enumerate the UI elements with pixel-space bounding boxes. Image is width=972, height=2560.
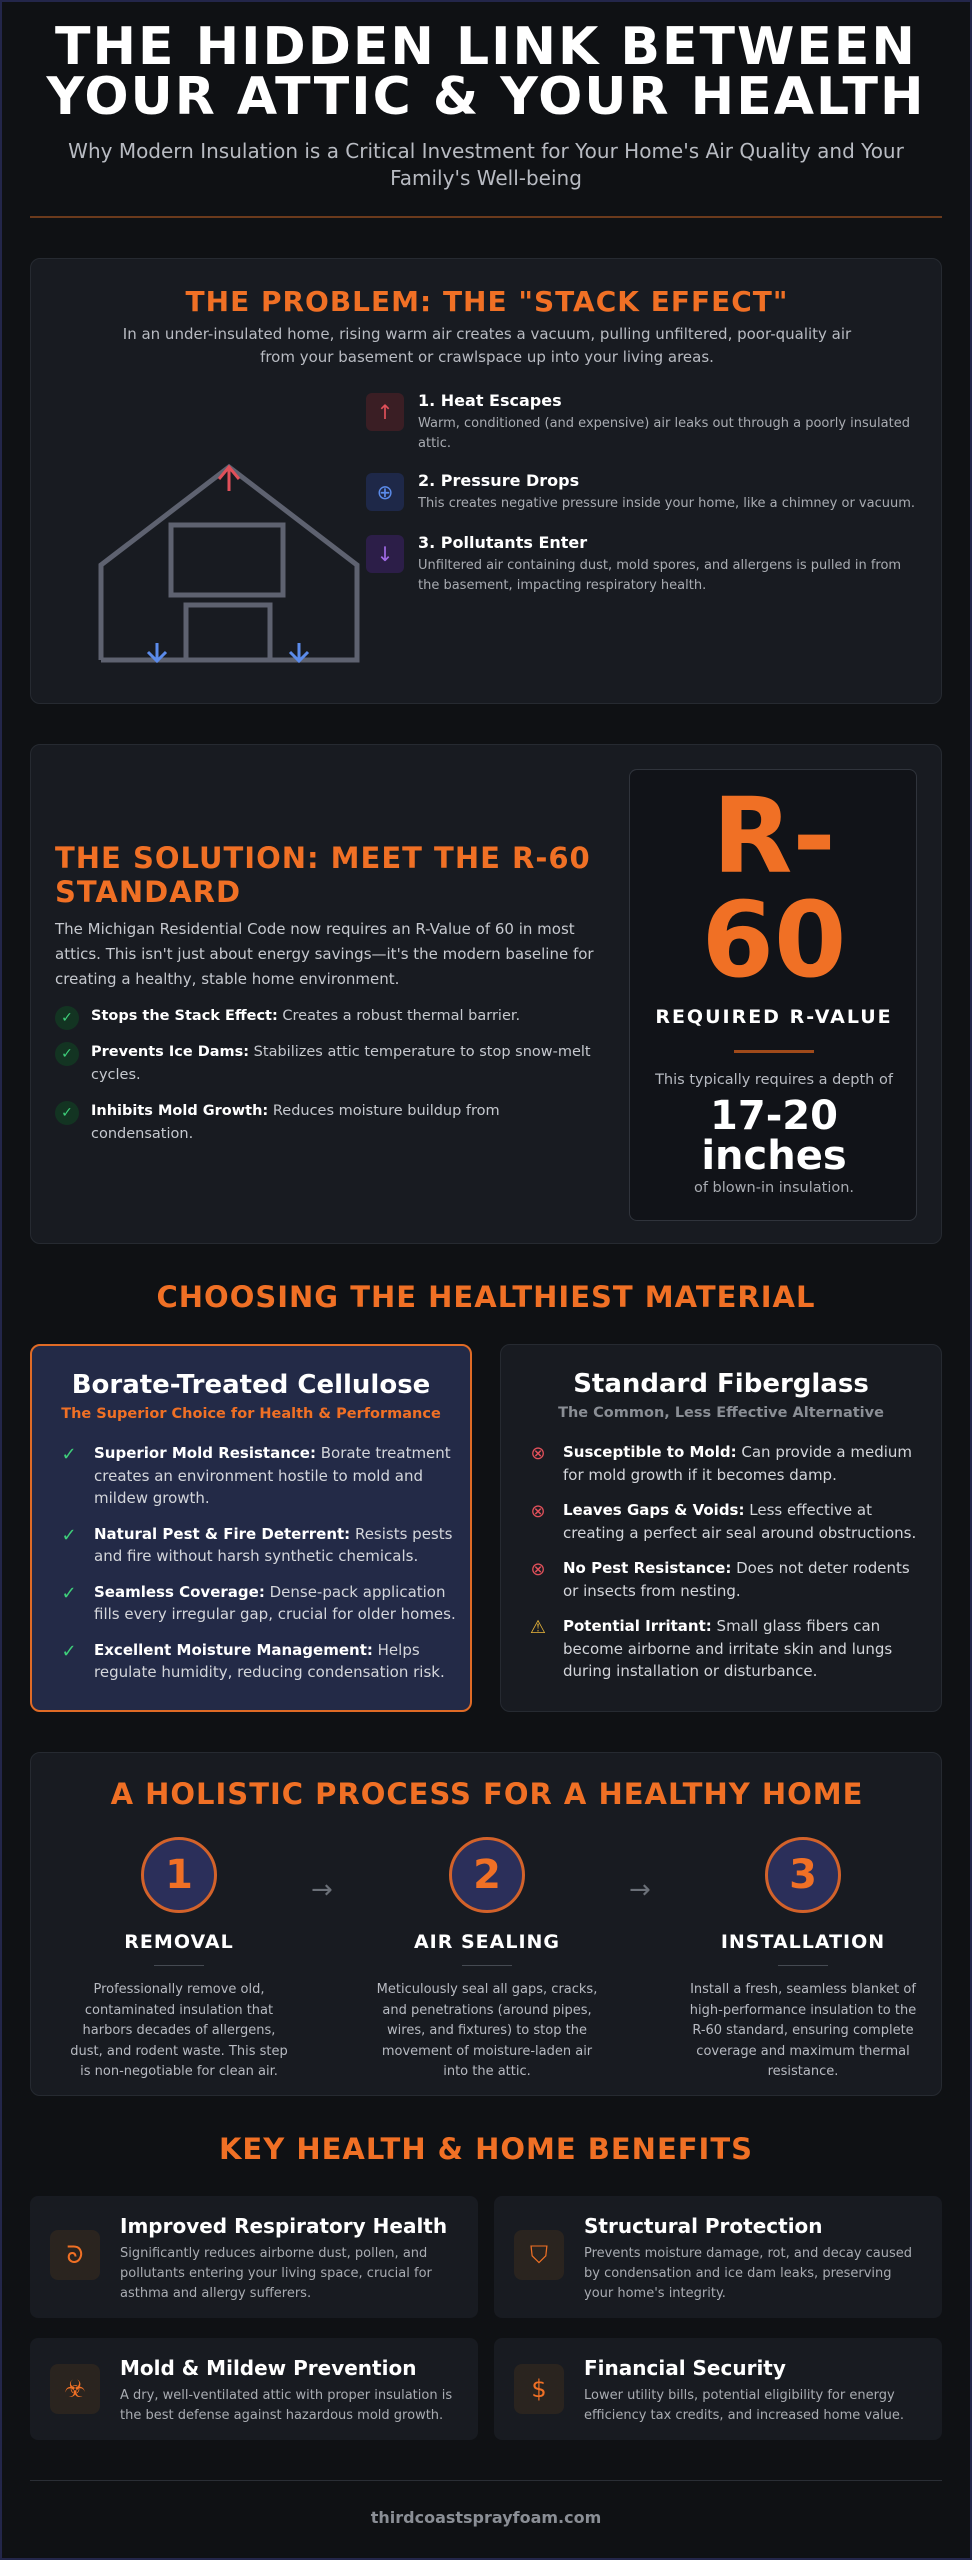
process-section	[30, 1752, 942, 2096]
depth-line-2: inches	[701, 1133, 847, 1179]
arrow-up-icon: ↑	[366, 393, 404, 431]
step-title: 3. Pollutants Enter	[418, 533, 588, 552]
item-bold: Excellent Moisture Management:	[94, 1640, 373, 1659]
arrow-right-icon: →	[311, 1875, 333, 1905]
item-text: Can provide a medium for mold growth if it becomes damp.	[563, 1443, 913, 1484]
fiberglass-tagline: The Common, Less Effective Alternative	[558, 1405, 884, 1421]
benefit-title: Improved Respiratory Health	[120, 2214, 448, 2238]
cellulose-item	[58, 1442, 458, 1510]
item-text: Does not deter rodents or insects from nesting.	[563, 1559, 910, 1600]
item-text: Borate treatment creates an environment hostile to mold and mildew growth.	[94, 1444, 451, 1507]
house-diagram	[61, 399, 361, 679]
fiberglass-item	[527, 1557, 927, 1602]
house-outline	[101, 467, 357, 660]
dollar-icon: $	[514, 2364, 564, 2414]
check-bold: Stops the Stack Effect:	[91, 1008, 278, 1024]
item-bold: Susceptible to Mold:	[563, 1443, 737, 1461]
item-bold: Seamless Coverage:	[94, 1582, 265, 1601]
step-divider	[462, 1965, 512, 1966]
problem-step-1	[366, 389, 926, 469]
check-bold: Inhibits Mold Growth:	[91, 1103, 269, 1119]
step-number: 3	[765, 1837, 841, 1913]
cellulose-item	[58, 1639, 458, 1684]
benefit-card	[494, 2338, 942, 2440]
check-circle-icon: ✓	[61, 1444, 77, 1465]
benefit-desc: Significantly reduces airborne dust, pollen, and pollutants entering your living space, crucial for asthma and allergy sufferers.	[120, 2246, 432, 2301]
benefit-card	[494, 2196, 942, 2318]
fiberglass-item	[527, 1499, 927, 1544]
process-step-2	[367, 1837, 607, 2083]
benefit-desc: Lower utility bills, potential eligibility for energy efficiency tax credits, and increased home value.	[584, 2388, 905, 2423]
cellulose-card	[30, 1344, 472, 1712]
step-desc: Warm, conditioned (and expensive) air leaks out through a poorly insulated attic.	[418, 416, 910, 451]
cellulose-tagline: The Superior Choice for Health & Performance	[61, 1406, 441, 1422]
warning-icon: ⚠	[529, 1617, 547, 1638]
solution-description: The Michigan Residential Code now requires an R-Value of 60 in most attics. This isn't just about energy savings—it's the modern baseline for creating a healthy, stable home environment.	[55, 920, 594, 988]
solution-benefits	[55, 1005, 595, 1159]
fiberglass-item	[527, 1615, 927, 1683]
step-name: REMOVAL	[124, 1931, 234, 1953]
r-value-divider	[734, 1050, 814, 1053]
step-desc: Unfiltered air containing dust, mold spores, and allergens is pulled in from the basement, impacting respiratory health.	[418, 558, 902, 593]
check-circle-icon: ✓	[61, 1524, 77, 1546]
x-circle-icon: ⊗	[530, 1501, 546, 1522]
header-divider	[30, 216, 942, 218]
r-value-panel	[629, 769, 917, 1221]
r-value-line-2: 60	[701, 879, 847, 1001]
check-text: Reduces moisture buildup from condensation.	[91, 1103, 500, 1142]
footer-divider	[30, 2480, 942, 2481]
problem-title: THE PROBLEM: THE "STACK EFFECT"	[185, 285, 789, 318]
step-name: AIR SEALING	[413, 1931, 561, 1953]
benefit-desc: Prevents moisture damage, rot, and decay caused by condensation and ice dam leaks, preserving your home's integrity.	[584, 2246, 913, 2301]
check-text: Creates a robust thermal barrier.	[277, 1008, 521, 1024]
solution-title: THE SOLUTION: MEET THE R-60 STANDARD	[55, 841, 591, 909]
item-text: Small glass fibers can become airborne and irritate skin and lungs during installation or disturbance.	[563, 1617, 893, 1680]
item-bold: Natural Pest & Fire Deterrent:	[94, 1524, 351, 1543]
step-title: 1. Heat Escapes	[418, 391, 562, 410]
item-text: Helps regulate humidity, reducing condensation risk.	[94, 1640, 445, 1681]
r-value-line-1: R-	[712, 775, 836, 897]
cellulose-name: Borate-Treated Cellulose	[71, 1370, 431, 1400]
depth-tail: of blown-in insulation.	[693, 1180, 855, 1196]
depth-value	[630, 1093, 918, 1179]
r-value-number	[630, 775, 918, 1001]
arrow-right-icon: →	[629, 1875, 651, 1905]
shield-icon: ⛉	[514, 2230, 564, 2280]
page-title	[0, 17, 972, 127]
problem-step-2	[366, 469, 926, 531]
check-text: Stabilizes attic temperature to stop snow-melt cycles.	[91, 1044, 591, 1083]
step-desc: Meticulously seal all gaps, cracks, and penetrations (around pipes, wires, and fixtures) to stop the movement of moisture-laden air into the attic.	[376, 1982, 598, 2079]
arrow-down-icon: ↓	[366, 535, 404, 573]
solution-check-item	[55, 1041, 595, 1087]
cellulose-list	[58, 1442, 458, 1697]
item-bold: No Pest Resistance:	[563, 1559, 732, 1577]
check-icon: ✓	[55, 1006, 79, 1030]
step-divider	[778, 1965, 828, 1966]
step-title: 2. Pressure Drops	[418, 471, 580, 490]
depth-note: This typically requires a depth of	[655, 1072, 893, 1088]
page-subtitle: Why Modern Insulation is a Critical Investment for Your Home's Air Quality and Your Family's Well-being	[68, 139, 904, 190]
x-circle-icon: ⊗	[530, 1559, 546, 1580]
check-circle-icon: ✓	[61, 1582, 77, 1604]
problem-step-3	[366, 531, 926, 611]
item-bold: Potential Irritant:	[563, 1617, 712, 1635]
benefit-title: Structural Protection	[584, 2214, 823, 2238]
footer-site: thirdcoastsprayfoam.com	[370, 2508, 602, 2527]
problem-steps	[366, 389, 926, 611]
cellulose-item	[58, 1523, 458, 1568]
problem-section	[30, 258, 942, 704]
step-number: 2	[449, 1837, 525, 1913]
item-bold: Leaves Gaps & Voids:	[563, 1501, 745, 1519]
item-bold: Superior Mold Resistance:	[94, 1444, 316, 1462]
step-desc: Professionally remove old, contaminated insulation that harbors decades of allergens, dust, and rodent waste. This step is non-negotiable for clean air.	[70, 1982, 288, 2079]
target-icon: ⊕	[366, 473, 404, 511]
r-value-label: REQUIRED R-VALUE	[655, 1006, 893, 1028]
fiberglass-item	[527, 1441, 927, 1486]
step-desc: This creates negative pressure inside your home, like a chimney or vacuum.	[418, 496, 915, 511]
fiberglass-list	[527, 1441, 927, 1696]
check-bold: Prevents Ice Dams:	[91, 1044, 250, 1060]
item-text: Resists pests and fire without harsh synthetic chemicals.	[94, 1524, 453, 1565]
process-step-1	[59, 1837, 299, 2083]
title-line-1: THE HIDDEN LINK BETWEEN	[55, 17, 917, 77]
check-icon: ✓	[55, 1042, 79, 1066]
benefit-card	[30, 2338, 478, 2440]
benefit-desc: A dry, well-ventilated attic with proper insulation is the best defense against hazardous mold growth.	[120, 2388, 453, 2423]
benefit-title: Mold & Mildew Prevention	[120, 2356, 417, 2380]
check-circle-icon: ✓	[61, 1640, 77, 1662]
depth-line-1: 17-20	[710, 1093, 838, 1139]
step-number: 1	[141, 1837, 217, 1913]
benefits-title: KEY HEALTH & HOME BENEFITS	[218, 2132, 754, 2166]
lungs-icon: ᘐ	[50, 2230, 100, 2280]
check-icon: ✓	[55, 1101, 79, 1125]
title-line-2: YOUR ATTIC & YOUR HEALTH	[46, 67, 926, 127]
material-title: CHOOSING THE HEALTHIEST MATERIAL	[156, 1280, 816, 1314]
cellulose-item	[58, 1581, 458, 1626]
x-circle-icon: ⊗	[530, 1443, 546, 1464]
solution-check-item	[55, 1100, 595, 1146]
process-step-3	[683, 1837, 923, 2083]
solution-check-item	[55, 1005, 595, 1028]
fiberglass-card	[500, 1344, 942, 1712]
benefit-card	[30, 2196, 478, 2318]
problem-description: In an under-insulated home, rising warm air creates a vacuum, pulling unfiltered, poor-quality air from your basement or crawlspace up into your living areas.	[122, 325, 852, 366]
item-text: Dense-pack application fills every irregular gap, crucial for older homes.	[94, 1582, 456, 1623]
fiberglass-name: Standard Fiberglass	[573, 1369, 869, 1399]
benefit-title: Financial Security	[584, 2356, 786, 2380]
step-divider	[154, 1965, 204, 1966]
process-title: A HOLISTIC PROCESS FOR A HEALTHY HOME	[110, 1777, 864, 1811]
item-text: Less effective at creating a perfect air seal around obstructions.	[563, 1501, 917, 1542]
step-name: INSTALLATION	[720, 1931, 886, 1953]
step-desc: Install a fresh, seamless blanket of high-performance insulation to the R-60 standard, ensuring complete coverage and maximum thermal resistance.	[689, 1982, 917, 2079]
solution-section	[30, 744, 942, 1244]
biohazard-icon: ☣	[50, 2364, 100, 2414]
